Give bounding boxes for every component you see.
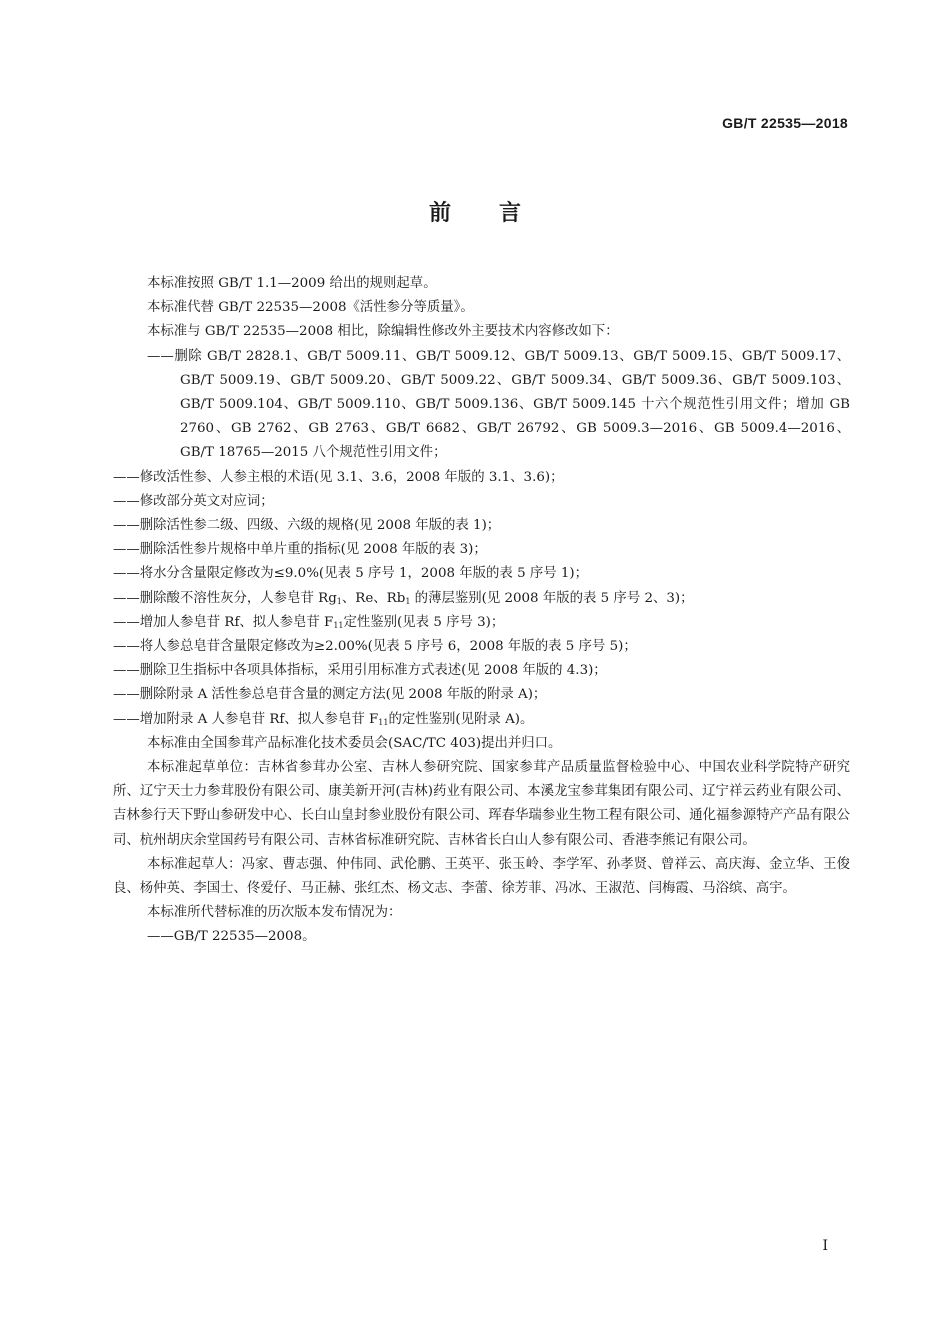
paragraph-replaces: 本标准代替 GB/T 22535—2008《活性参分等质量》。	[147, 300, 474, 316]
change-item-terms: ——修改活性参、人参主根的术语(见 3.1、3.6，2008 年版的 3.1、3.6)；	[113, 469, 564, 485]
change-item-add-annex: ——增加附录 A 人参皂苷 Rf、拟人参皂苷 $F_{11}$的定性鉴别(见附录 A)。	[113, 711, 534, 727]
paragraph-drafting-rules: 本标准按照 GB/T 1.1—2009 给出的规则起草。	[147, 276, 437, 291]
change-item-references: ——删除 GB/T 2828.1、GB/T 5009.11、GB/T 5009.12、GB/T 5009.13、GB/T 5009.15、GB/T 5009.17、GB/T 5009.19、GB/T 5009.20、GB/T 5009.22、GB/T 5009.34、GB/T 5009.36、GB/T 5009.103、GB/T 5009.104、GB/T 5009.110、GB/T 5009.136、GB/T 5009.145 十六个规范性引用文件；增加 GB 2760、GB 2762、GB 2763、GB/T 6682、GB/T 26792、GB 5009.3—2016、GB 5009.4—2016、GB/T 18765—2015 八个规范性引用文件；	[147, 348, 850, 461]
paragraph-drafting-units: 本标准起草单位：吉林省参茸办公室、吉林人参研究院、国家参茸产品质量监督检验中心、中国农业科学院特产研究所、辽宁天士力参茸股份有限公司、康美新开河(吉林)药业有限公司、本溪龙宝参茸集团有限公司、辽宁祥云药业有限公司、吉林参行天下野山参研发中心、长白山皇封参业股份有限公司、珲春华瑞参业生物工程有限公司、通化福参源特产产品有限公司、杭州胡庆余堂国药号有限公司、吉林省标准研究院、吉林省长白山人参有限公司、香港李熊记有限公司。	[113, 760, 850, 848]
page-title: 前言	[428, 201, 569, 226]
change-item-slice-weight: ——删除活性参片规格中单片重的指标(见 2008 年版的表 3)；	[113, 542, 487, 558]
change-item-saponin: ——将人参总皂苷含量限定修改为≥2.00%(见表 5 序号 6，2008 年版的表 5 序号 5)；	[113, 639, 637, 655]
paragraph-changes-intro: 本标准与 GB/T 22535—2008 相比，除编辑性修改外主要技术内容修改如下：	[147, 324, 619, 340]
change-item-grades: ——删除活性参二级、四级、六级的规格(见 2008 年版的表 1)；	[113, 518, 501, 534]
paragraph-history-item: ——GB/T 22535—2008。	[147, 929, 316, 945]
document-body	[113, 272, 850, 950]
change-item-ash-tlc: ——删除酸不溶性灰分，人参皂苷 $Rg_1$、Re、$Rb_1$ 的薄层鉴别(见 2008 年版的表 5 序号 2、3)；	[113, 590, 694, 606]
change-item-moisture: ——将水分含量限定修改为≤9.0%(见表 5 序号 1，2008 年版的表 5 序号 1)；	[113, 566, 589, 582]
paragraph-drafters: 本标准起草人：冯家、曹志强、仲伟同、武伦鹏、王英平、张玉岭、李学军、孙孝贤、曾祥云、高庆海、金立华、王俊良、杨仲英、李国士、佟爱仔、马正赫、张红杰、杨文志、李蕾、徐芳菲、冯冰、王淑范、闫梅霞、马浴缤、高宇。	[113, 856, 850, 897]
change-item-delete-annex: ——删除附录 A 活性参总皂苷含量的测定方法(见 2008 年版的附录 A)；	[113, 687, 547, 703]
change-item-hygiene: ——删除卫生指标中各项具体指标，采用引用标准方式表述(见 2008 年版的 4.3)；	[113, 663, 607, 679]
change-item-english: ——修改部分英文对应词；	[113, 493, 274, 509]
paragraph-history-intro: 本标准所代替标准的历次版本发布情况为：	[147, 905, 402, 921]
page-number: I	[822, 1238, 828, 1254]
standard-code: GB/T 22535—2018	[722, 115, 848, 131]
paragraph-proposer: 本标准由全国参茸产品标准化技术委员会(SAC/TC 403)提出并归口。	[147, 735, 562, 751]
change-item-rf-identification: ——增加人参皂苷 Rf、拟人参皂苷 $F_{11}$定性鉴别(见表 5 序号 3)；	[113, 614, 505, 630]
